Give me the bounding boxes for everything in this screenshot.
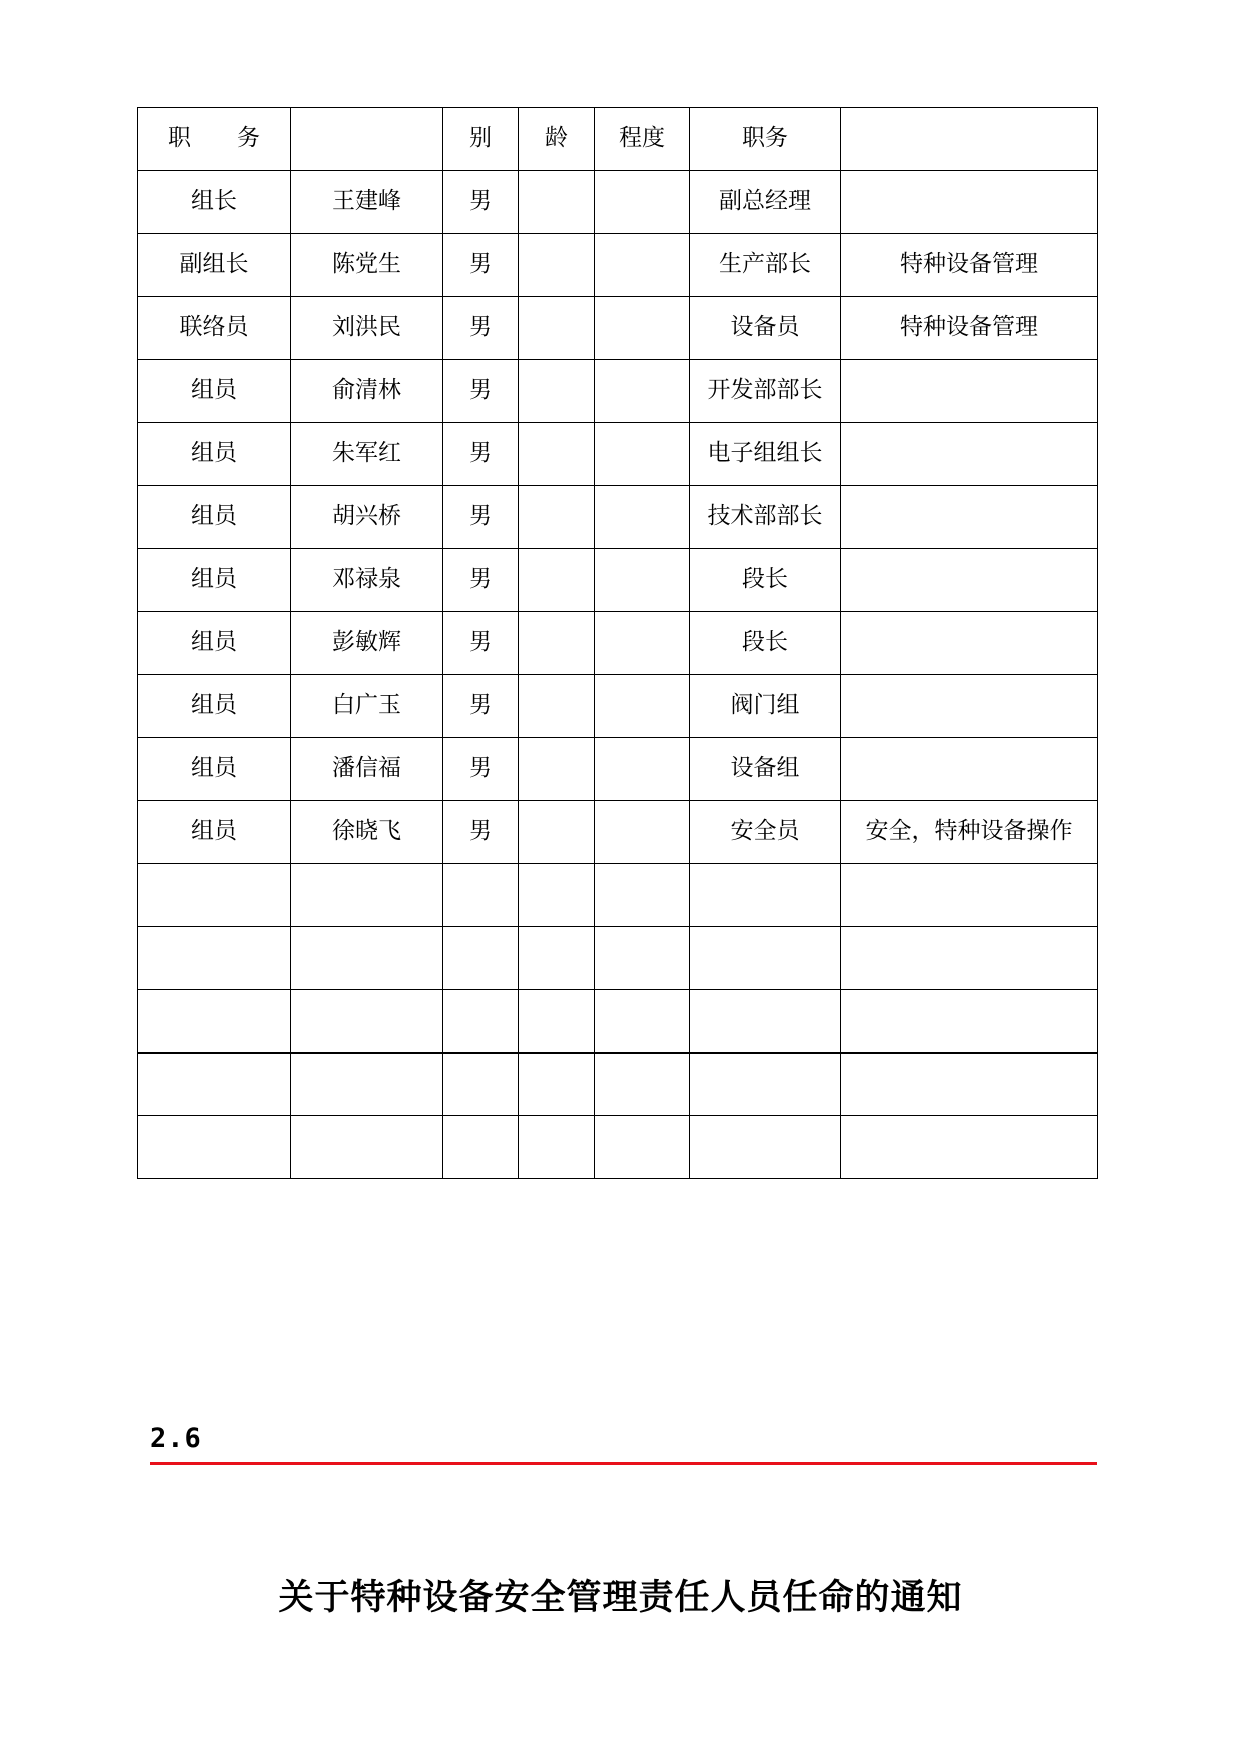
table-cell: [595, 1053, 690, 1116]
table-cell: [519, 675, 595, 738]
table-cell: [595, 360, 690, 423]
table-cell: [519, 423, 595, 486]
table-cell: [841, 675, 1098, 738]
table-cell: [138, 927, 291, 990]
table-cell: 陈党生: [291, 234, 443, 297]
table-cell: [841, 990, 1098, 1053]
header-cell-duty: [841, 108, 1098, 171]
table-cell: [443, 927, 519, 990]
table-cell: 安全员: [690, 801, 841, 864]
table-cell: [595, 990, 690, 1053]
table-cell: [595, 801, 690, 864]
table-cell: [519, 549, 595, 612]
table-cell: 组员: [138, 423, 291, 486]
table-cell: 朱军红: [291, 423, 443, 486]
table-cell: [519, 1053, 595, 1116]
table-cell: [519, 360, 595, 423]
table-row: [138, 864, 1098, 927]
table-cell: [138, 864, 291, 927]
header-cell-education: 程度: [595, 108, 690, 171]
table-cell: 组员: [138, 360, 291, 423]
table-cell: [595, 1116, 690, 1179]
section-number: 2.6: [150, 1423, 202, 1454]
header-cell-age: 龄: [519, 108, 595, 171]
table-cell: 组长: [138, 171, 291, 234]
table-cell: [595, 234, 690, 297]
table-row: [138, 423, 1098, 486]
table-cell: [595, 171, 690, 234]
table-cell: [841, 927, 1098, 990]
table-cell: [519, 612, 595, 675]
table-cell: [841, 423, 1098, 486]
table-cell: 副总经理: [690, 171, 841, 234]
table-cell: 男: [443, 297, 519, 360]
table-cell: [519, 990, 595, 1053]
table-cell: [690, 927, 841, 990]
table-cell: [690, 1053, 841, 1116]
table-cell: [841, 360, 1098, 423]
table-cell: [595, 486, 690, 549]
table-cell: [690, 1116, 841, 1179]
table-cell: 特种设备管理: [841, 297, 1098, 360]
table-cell: [595, 927, 690, 990]
table-cell: 刘洪民: [291, 297, 443, 360]
table-cell: [519, 738, 595, 801]
table-cell: 电子组组长: [690, 423, 841, 486]
table-cell: 设备组: [690, 738, 841, 801]
table-row: [138, 549, 1098, 612]
table-cell: 男: [443, 171, 519, 234]
table-cell: [595, 297, 690, 360]
table-cell: [841, 1116, 1098, 1179]
table-cell: [519, 234, 595, 297]
table-cell: [841, 738, 1098, 801]
table-header-row: [138, 108, 1098, 171]
table-cell: [841, 612, 1098, 675]
table-cell: [443, 1116, 519, 1179]
table-cell: 生产部长: [690, 234, 841, 297]
table-cell: [519, 927, 595, 990]
table-cell: [519, 171, 595, 234]
table-cell: 男: [443, 675, 519, 738]
table-cell: [291, 1053, 443, 1116]
table-cell: [519, 864, 595, 927]
table-cell: 王建峰: [291, 171, 443, 234]
table-row: [138, 612, 1098, 675]
table-row: [138, 675, 1098, 738]
table-row: [138, 927, 1098, 990]
table-row: [138, 1053, 1098, 1116]
header-cell-gender: 别: [443, 108, 519, 171]
table-row: [138, 990, 1098, 1053]
table-cell: 男: [443, 612, 519, 675]
table-cell: 男: [443, 423, 519, 486]
table-cell: 白广玉: [291, 675, 443, 738]
table-cell: [841, 549, 1098, 612]
table-cell: [443, 1053, 519, 1116]
table-cell: [519, 1116, 595, 1179]
table-cell: 段长: [690, 612, 841, 675]
table-cell: [841, 486, 1098, 549]
table-row: [138, 360, 1098, 423]
table-cell: [595, 738, 690, 801]
personnel-table: [137, 107, 1098, 1179]
section-divider-rule: [150, 1462, 1097, 1465]
table-cell: 组员: [138, 801, 291, 864]
table-cell: [690, 864, 841, 927]
table-cell: 技术部部长: [690, 486, 841, 549]
table-row: [138, 297, 1098, 360]
table-cell: 副组长: [138, 234, 291, 297]
table-cell: [138, 1116, 291, 1179]
header-cell-job-title: 职务: [690, 108, 841, 171]
table-cell: 男: [443, 234, 519, 297]
table-cell: 彭敏辉: [291, 612, 443, 675]
table-cell: 男: [443, 360, 519, 423]
table-cell: [690, 990, 841, 1053]
table-cell: 特种设备管理: [841, 234, 1098, 297]
table-cell: [841, 1053, 1098, 1116]
table-cell: 邓禄泉: [291, 549, 443, 612]
table-cell: 设备员: [690, 297, 841, 360]
table-cell: 开发部部长: [690, 360, 841, 423]
table-cell: 组员: [138, 486, 291, 549]
table-row: [138, 171, 1098, 234]
table-cell: 组员: [138, 675, 291, 738]
notice-title: 关于特种设备安全管理责任人员任命的通知: [278, 1578, 963, 1618]
table-cell: 男: [443, 801, 519, 864]
table-cell: 组员: [138, 549, 291, 612]
table-row: [138, 1116, 1098, 1179]
table-cell: [595, 675, 690, 738]
table-cell: [291, 1116, 443, 1179]
table-cell: [841, 171, 1098, 234]
table-cell: [291, 927, 443, 990]
personnel-table-body: [138, 108, 1098, 1179]
table-cell: 胡兴桥: [291, 486, 443, 549]
table-cell: 男: [443, 486, 519, 549]
table-cell: [519, 801, 595, 864]
table-cell: 男: [443, 549, 519, 612]
header-cell-position: 职 务: [138, 108, 291, 171]
table-cell: [519, 297, 595, 360]
table-row: [138, 801, 1098, 864]
table-cell: 安全，特种设备操作: [841, 801, 1098, 864]
table-cell: [138, 990, 291, 1053]
table-cell: [595, 549, 690, 612]
table-cell: [138, 1053, 291, 1116]
table-cell: 俞清林: [291, 360, 443, 423]
table-cell: [519, 486, 595, 549]
table-cell: [595, 864, 690, 927]
table-cell: 联络员: [138, 297, 291, 360]
table-cell: [595, 423, 690, 486]
table-cell: 段长: [690, 549, 841, 612]
table-cell: 阀门组: [690, 675, 841, 738]
table-cell: [443, 990, 519, 1053]
table-cell: 组员: [138, 738, 291, 801]
table-cell: [595, 612, 690, 675]
table-cell: 组员: [138, 612, 291, 675]
table-row: [138, 234, 1098, 297]
table-cell: 男: [443, 738, 519, 801]
table-cell: [291, 864, 443, 927]
table-cell: 潘信福: [291, 738, 443, 801]
table-cell: [291, 990, 443, 1053]
table-row: [138, 738, 1098, 801]
table-cell: [841, 864, 1098, 927]
header-cell-name: [291, 108, 443, 171]
table-row: [138, 486, 1098, 549]
table-cell: 徐晓飞: [291, 801, 443, 864]
table-cell: [443, 864, 519, 927]
